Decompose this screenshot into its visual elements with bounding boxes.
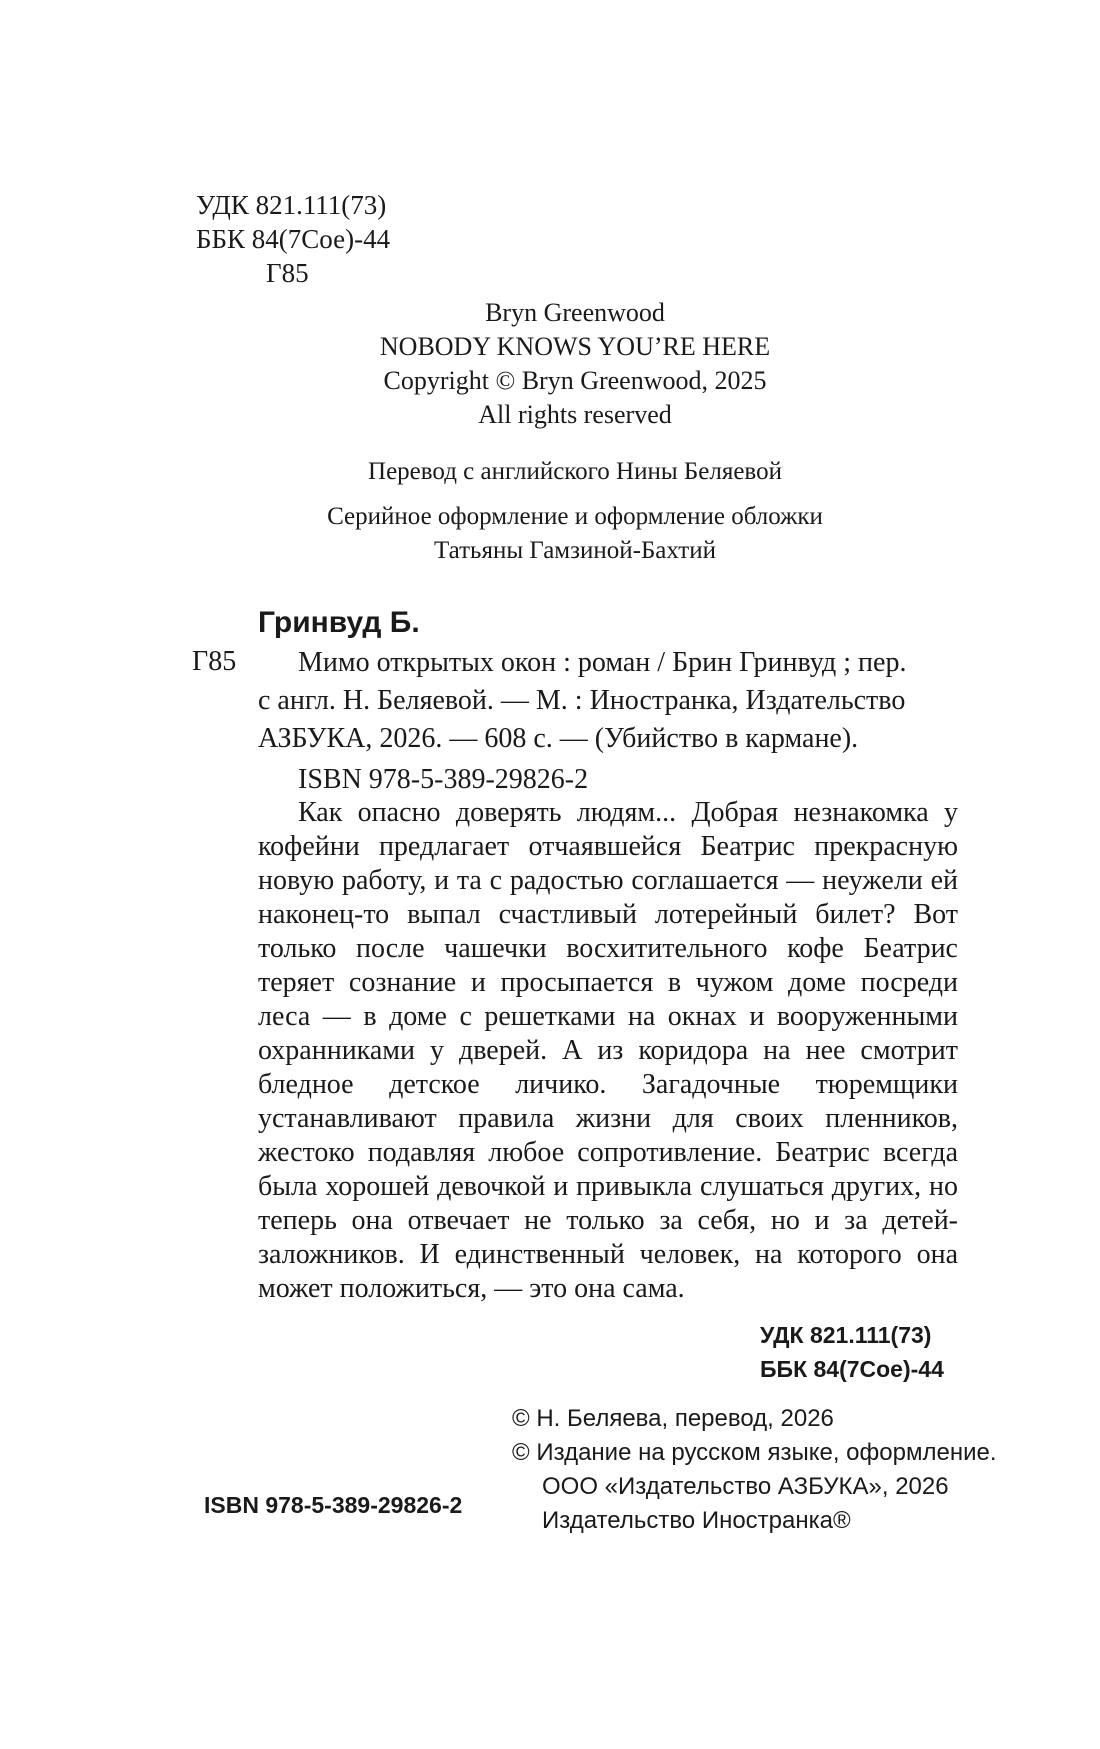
udk-code: УДК 821.111(73) [196,190,387,220]
biblio-line3: АЗБУКА, 2026. — 608 с. — (Убийство в кармане). [258,723,859,754]
copyright-line4: Издательство Иностранка® [542,1507,851,1534]
catalog-isbn: ISBN 978-5-389-29826-2 [298,764,589,795]
design-credit-line2: Татьяны Гамзиной-Бахтий [434,537,716,564]
original-copyright: Copyright © Bryn Greenwood, 2025 [383,366,767,395]
translator-credit: Перевод с английского Нины Беляевой [368,458,782,485]
author-mark: Г85 [266,258,309,288]
annotation [258,796,958,1306]
design-credit [250,500,900,568]
original-rights: All rights reserved [478,400,672,429]
annotation-text: Как опасно доверять людям... Добрая незнакомка у кофейни предлагает отчаявшейся Беатрис прекрасную новую работу, и та с радостью соглашается — неужели ей наконец-то выпал счастливый лотерейный билет? Вот только после чашечки восхитительного кофе Беатрис теряет сознание и просыпается в чужом доме посреди леса — в доме с решетками на окнах и вооруженными охранниками у дверей. А из коридора на нее смотрит бледное детское личико. Загадочные тюремщики устанавливают правила жизни для своих пленников, жестоко подавляя любое сопротивление. Беатрис всегда была хорошей девочкой и привыкла слушаться других, но теперь она отвечает не только за себя, но и за детей-заложников. И единственный человек, на которого она может положиться, — это она сама. [258,797,958,1304]
original-title: NOBODY KNOWS YOU’RE HERE [379,332,771,361]
copyright-line3: ООО «Издательство АЗБУКА», 2026 [542,1473,949,1500]
copyright-notices [512,1402,997,1538]
bbk-code: ББК 84(7Сое)-44 [196,224,391,254]
biblio-line1: Мимо открытых окон : роман / Брин Гринвуд ; пер. [298,647,907,678]
bbk-code-bottom: ББК 84(7Сое)-44 [760,1356,944,1382]
udk-bottom-block [760,1318,944,1386]
original-author: Bryn Greenwood [485,298,665,327]
biblio-line2: с англ. Н. Беляевой. — М. : Иностранка, Издательство [258,685,906,716]
copyright-line1: © Н. Беляева, перевод, 2026 [512,1405,834,1432]
isbn-bottom: ISBN 978-5-389-29826-2 [204,1492,463,1518]
udk-top-block [196,188,390,290]
catalog-author-mark: Г85 [192,646,237,677]
catalog-author-heading: Гринвуд Б. [258,606,420,639]
udk-code-bottom: УДК 821.111(73) [760,1322,932,1348]
copyright-line2: © Издание на русском языке, оформление. [512,1439,997,1466]
bibliographic-description [258,644,958,758]
design-credit-line1: Серийное оформление и оформление обложки [327,503,823,530]
original-edition-block [300,296,850,432]
